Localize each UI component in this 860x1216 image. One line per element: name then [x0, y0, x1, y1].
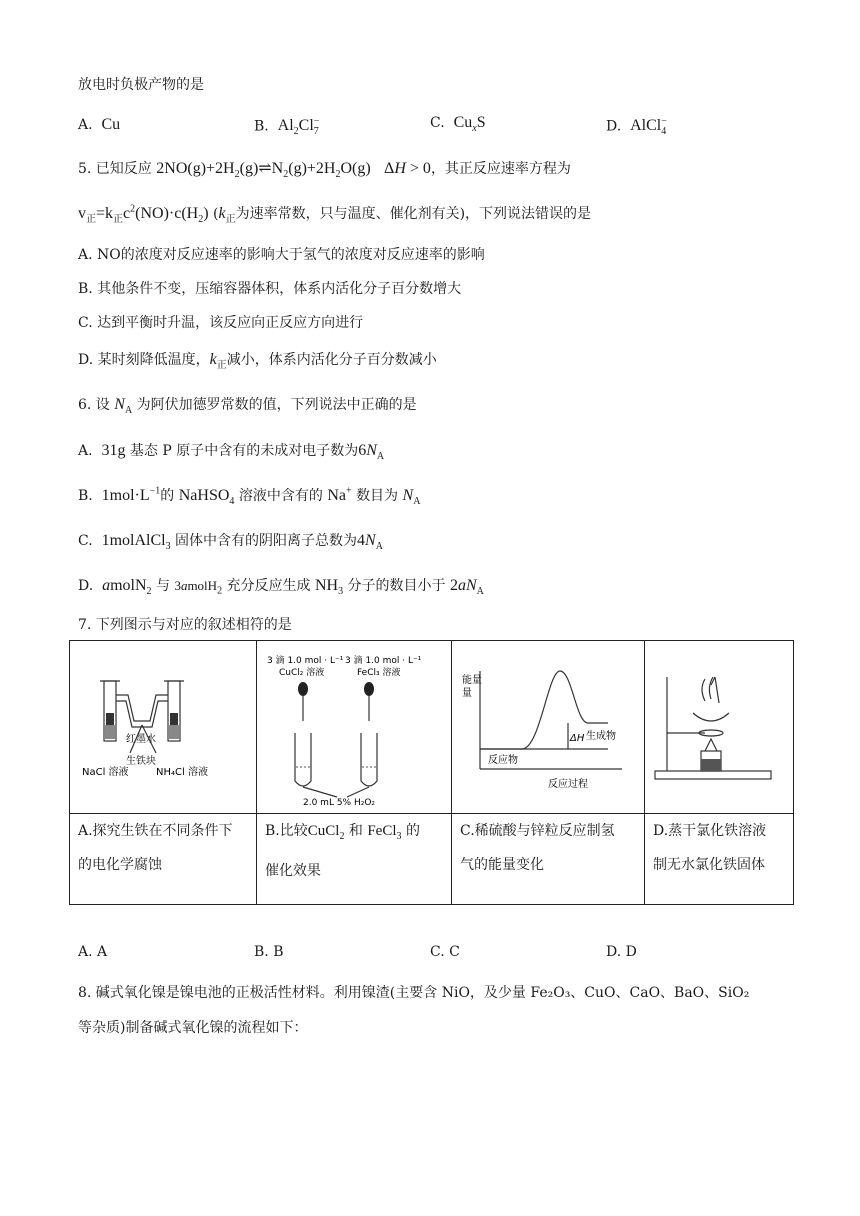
energy-diagram-figure	[452, 641, 644, 809]
q5-option-c: C. 达到平衡时升温，该反应向正反应方向进行	[78, 315, 364, 331]
fig-c-reactant-label: 反应物	[488, 755, 518, 766]
fig-d-cell	[645, 641, 794, 814]
fig-b-cell	[257, 641, 452, 814]
fig-b-left-label-2: CuCl₂ 溶液	[279, 668, 325, 678]
q7-answer-b: B. B	[254, 944, 284, 960]
fig-c-product-label: 生成物	[586, 731, 616, 742]
q5-option-d: D. 某时刻降低温度，$k_正$减小，体系内活化分子百分数减小	[78, 351, 437, 372]
q5-stem: 5. 已知反应 $2NO(g)+2H_2(g)\rightleftharpoons N_2(g)+2H_2O(g)$ ΔH > 0，其正反应速率方程为	[78, 160, 571, 181]
corrosion-apparatus-figure	[70, 641, 256, 809]
q6-option-d: D. amolN$_2$ 与 3amolH$_2$ 充分反应生成 $NH_3$ 分子的数目小于 $2aN_A$	[78, 577, 484, 598]
q6-stem: 6. 设 $N_A$ 为阿伏加德罗常数的值，下列说法中正确的是	[78, 396, 417, 417]
q4-option-b: B. $Al_2Cl_7^-$	[254, 116, 320, 138]
fig-a-cell	[70, 641, 257, 814]
q8-stem-line-1: 8. 碱式氧化镍是镍电池的正极活性材料。利用镍渣(主要含 NiO，及少量 Fe₂O₃、CuO、CaO、BaO、SiO₂	[78, 985, 750, 1001]
fig-b-right-label-1: 3 滴 1.0 mol · L⁻¹	[345, 656, 422, 666]
q7-answer-c: C. C	[430, 944, 460, 960]
q7-stem: 7. 下列图示与对应的叙述相符的是	[78, 617, 292, 633]
q4-stem-tail: 放电时负极产物的是	[78, 77, 204, 93]
fig-a-caption: A.探究生铁在不同条件下 的电化学腐蚀	[70, 814, 257, 905]
q4-option-c: C. $Cu_xS$	[430, 114, 486, 135]
q4-option-d: D. AlCl$_4$−	[606, 116, 667, 138]
catalyst-comparison-figure	[257, 641, 451, 809]
fig-a-water-label: 红墨水	[126, 734, 156, 745]
fig-a-left-label: NaCl 溶液	[82, 767, 129, 778]
fig-b-right-label-2: FeCl₃ 溶液	[357, 668, 401, 678]
fig-c-x-label: 反应过程	[548, 779, 588, 790]
q6-option-c: C. 1molAlCl$_3$ 固体中含有的阴阳离子总数为$4N_A$	[78, 532, 383, 553]
q5-option-b: B. 其他条件不变，压缩容器体积，体系内活化分子百分数增大	[78, 281, 462, 297]
fig-c-y-label: 能量	[462, 675, 482, 686]
q5-option-a: A. NO的浓度对反应速率的影响大于氢气的浓度对反应速率的影响	[78, 247, 485, 263]
q6-option-b: B. $1mol\cdot L^{-1}$的 NaHSO$_4$ 溶液中含有的 Na+ 数目为 $N_A$	[78, 485, 421, 508]
evaporation-apparatus-figure	[645, 641, 793, 809]
q7-answer-a: A. A	[78, 944, 108, 960]
fig-c-cell	[452, 641, 645, 814]
q6-option-a: A. 31g 基态 P 原子中含有的未成对电子数为$6N_A$	[78, 442, 385, 463]
fig-c-y-label-2: 量	[462, 688, 472, 699]
fig-b-bottom-label: 2.0 mL 5% H₂O₂	[303, 798, 376, 808]
fig-d-caption: D.蒸干氯化铁溶液 制无水氯化铁固体	[645, 814, 794, 905]
fig-a-right-label: NH₄Cl 溶液	[156, 767, 208, 778]
fig-b-caption: B.比较CuCl$_2$ 和 FeCl$_3$ 的 催化效果	[257, 814, 452, 905]
fig-c-dh-label: ΔH	[570, 733, 585, 744]
fig-b-left-label-1: 3 滴 1.0 mol · L⁻¹	[267, 656, 344, 666]
q4-option-a: A. Cu	[78, 116, 121, 133]
fig-a-iron-label: 生铁块	[126, 756, 156, 767]
q8-stem-line-2: 等杂质)制备碱式氧化镍的流程如下：	[78, 1020, 308, 1036]
q7-figure-table	[69, 640, 794, 905]
q7-answer-d: D. D	[606, 944, 637, 960]
q5-rate-equation: $v_正=k_正c^2(NO)\cdot c(H_2)$ ($k_正$为速率常数，只与温度、催化剂有关)，下列说法错误的是	[78, 203, 592, 226]
fig-c-caption: C.稀硫酸与锌粒反应制氢 气的能量变化	[452, 814, 645, 905]
